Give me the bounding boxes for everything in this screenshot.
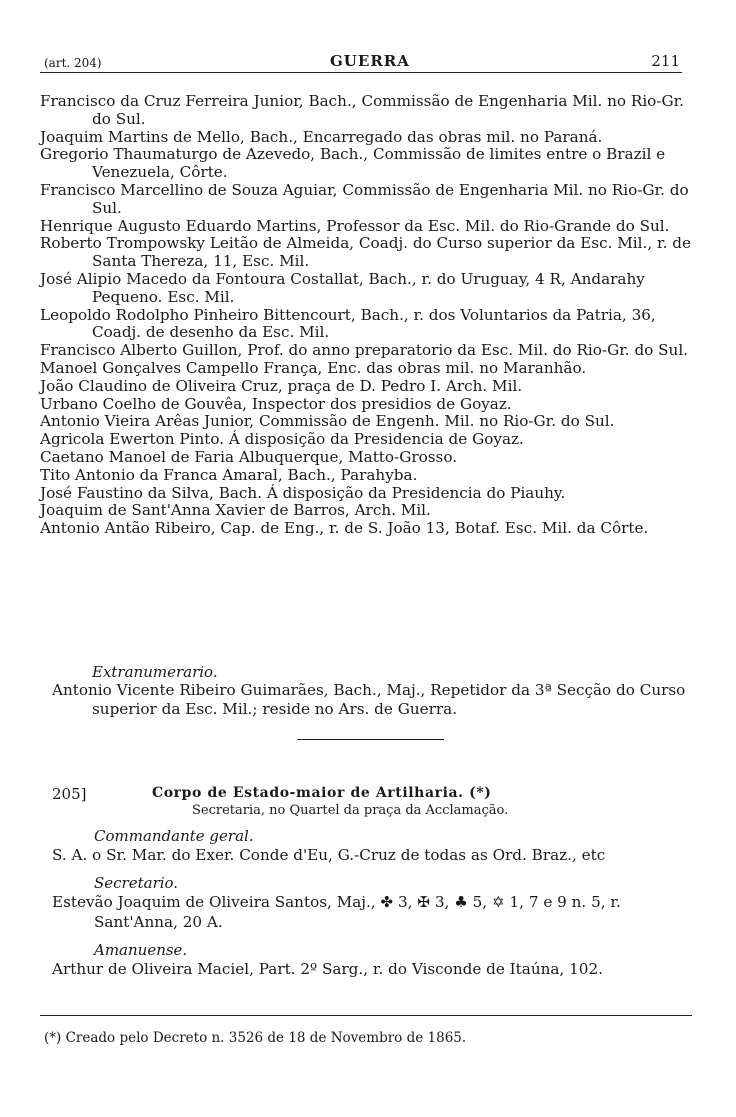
- list-item: Leopoldo Rodolpho Pinheiro Bittencourt, Bach., r. dos Voluntarios da Patria, 36, Coadj. de desenho da Esc. Mil.: [40, 305, 656, 342]
- role-heading: Secretario.: [94, 874, 179, 892]
- list-item: Agricola Ewerton Pinto. Á disposição da Presidencia de Goyaz.: [40, 430, 524, 449]
- list-item: Roberto Trompowsky Leitão de Almeida, Coadj. do Curso superior da Esc. Mil., r. de Santa Thereza, 11, Esc. Mil.: [40, 234, 691, 271]
- list-item: Manoel Gonçalves Campello França, Enc. das obras mil. no Maranhão.: [40, 358, 587, 377]
- list-item: Caetano Manoel de Faria Albuquerque, Matto-Grosso.: [40, 447, 458, 466]
- page-number: 211: [651, 52, 680, 70]
- role-heading: Commandante geral.: [94, 827, 254, 845]
- list-item: Urbano Coelho de Gouvêa, Inspector dos presidios de Goyaz.: [40, 394, 512, 413]
- list-item: José Alipio Macedo da Fontoura Costallat, Bach., r. do Uruguay, 4 R, Andarahy Pequeno. Esc. Mil.: [40, 269, 645, 306]
- section-title: Corpo de Estado-maior de Artilharia. (*): [152, 785, 492, 801]
- extranumerario-heading: Extranumerario.: [92, 663, 218, 681]
- list-item: Antonio Vieira Arêas Junior, Commissão de Engenh. Mil. no Rio-Gr. do Sul.: [40, 412, 615, 431]
- list-item: Henrique Augusto Eduardo Martins, Professor da Esc. Mil. do Rio-Grande do Sul.: [40, 216, 670, 235]
- roles-list: [52, 827, 700, 979]
- footnote-divider: [40, 1015, 692, 1016]
- list-item: Gregorio Thaumaturgo de Azevedo, Bach., Commissão de limites entre o Brazil e Venezuela, Côrte.: [40, 145, 666, 182]
- list-item: Francisco da Cruz Ferreira Junior, Bach., Commissão de Engenharia Mil. no Rio-Gr. do Sul.: [40, 92, 685, 128]
- list-item: João Claudino de Oliveira Cruz, praça de D. Pedro I. Arch. Mil.: [40, 376, 523, 395]
- role-entry: S. A. o Sr. Mar. do Exer. Conde d'Eu, G.-Cruz de todas as Ord. Braz., etc: [52, 846, 606, 864]
- running-title: GUERRA: [330, 52, 410, 70]
- list-item: Antonio Antão Ribeiro, Cap. de Eng., r. de S. João 13, Botaf. Esc. Mil. da Côrte.: [40, 519, 649, 538]
- section-divider: [297, 739, 444, 740]
- section-number: 205]: [52, 785, 87, 803]
- article-reference: (art. 204): [44, 56, 102, 70]
- list-item: Joaquim de Sant'Anna Xavier de Barros, Arch. Mil.: [40, 501, 431, 520]
- list-item: José Faustino da Silva, Bach. Á disposição da Presidencia do Piauhy.: [40, 483, 566, 502]
- role-entry: Estevão Joaquim de Oliveira Santos, Maj., ✤ 3, ✠ 3, ♣ 5, ✡ 1, 7 e 9 n. 5, r. Sant'Anna, 20 A.: [52, 893, 621, 931]
- page-header: [40, 50, 682, 73]
- role-entry: Arthur de Oliveira Maciel, Part. 2º Sarg., r. do Visconde de Itaúna, 102.: [52, 960, 603, 978]
- list-item: Francisco Alberto Guillon, Prof. do anno preparatorio da Esc. Mil. do Rio-Gr. do Sul.: [40, 341, 689, 360]
- footnote: (*) Creado pelo Decreto n. 3526 de 18 de Novembro de 1865.: [44, 1030, 467, 1046]
- list-item: Tito Antonio da Franca Amaral, Bach., Parahyba.: [40, 465, 418, 484]
- list-item: Francisco Marcellino de Souza Aguiar, Commissão de Engenharia Mil. no Rio-Gr. do Sul.: [40, 180, 689, 217]
- role-heading: Amanuense.: [94, 941, 188, 959]
- extranumerario-entry: Antonio Vicente Ribeiro Guimarães, Bach., Maj., Repetidor da 3ª Secção do Curso superior da Esc. Mil.; reside no Ars. de Guerra.: [52, 681, 686, 718]
- extranumerario-block: [52, 663, 692, 718]
- officer-list: [40, 93, 692, 538]
- section-subtitle: Secretaria, no Quartel da praça da Acclamação.: [192, 803, 509, 818]
- list-item: Joaquim Martins de Mello, Bach., Encarregado das obras mil. no Paraná.: [40, 127, 603, 146]
